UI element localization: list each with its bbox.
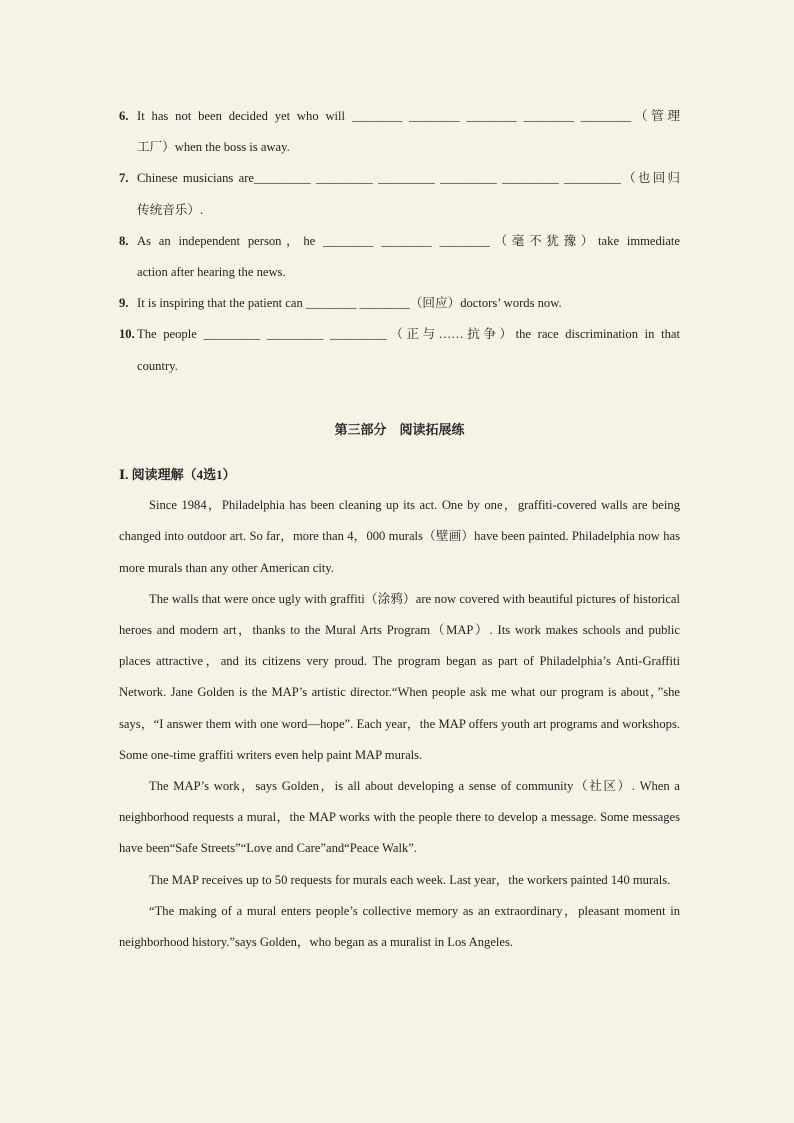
document-content [119, 101, 680, 958]
question-number: 9. [119, 296, 129, 311]
question-10 [119, 319, 680, 381]
paragraph: The walls that were once ugly with graffiti（涂鸦）are now covered with beautiful pictures of historical heroes and modern art，thanks to the Mural Arts Program（MAP）. Its work makes schools and public places attractive，and its citizens very proud. The program began as part of Philadelphia’s Anti-Graffiti Network. Jane Golden is the MAP’s artistic director.“When people ask me what our program is about，”she says，“I answer them with one word—hope”. Each year，the MAP offers youth art programs and workshops. Some one-time graffiti writers even help paint MAP murals. [119, 591, 680, 762]
question-number: 8. [119, 233, 129, 248]
section-label: Ⅰ. 阅读理解（4选1） [119, 467, 236, 483]
question-line: It is inspiring that the patient can ________ ________（回应）doctors’ words now. [137, 296, 562, 311]
question-number: 10. [119, 327, 135, 342]
question-8 [119, 226, 680, 288]
part-title: 第三部分 阅读拓展练 [334, 421, 465, 437]
question-line: 传统音乐）. [137, 202, 204, 217]
question-line: The people _________ _________ _________（正与……抗争）the race discrimination in that [137, 327, 680, 342]
paragraph: The MAP’s work，says Golden，is all about developing a sense of community（社区）. When a neighborhood requests a mural，the MAP works with the people there to develop a message. Some messages have been“Safe Streets”“Love and Care”and“Peace Walk”. [119, 779, 680, 856]
paragraph: “The making of a mural enters people’s collective memory as an extraordinary，pleasant moment in neighborhood history.”says Golden，who began as a muralist in Los Angeles. [119, 903, 680, 950]
question-line: country. [137, 358, 178, 373]
question-line: Chinese musicians are_________ _________ _________ _________ _________ _________（也回归 [137, 171, 680, 186]
question-line: As an independent person，he ________ ________ ________（毫不犹豫）take immediate [137, 233, 680, 248]
paragraph: Since 1984，Philadelphia has been cleaning up its act. One by one，graffiti-covered walls are being changed into outdoor art. So far，more than 4，000 murals（壁画）have been painted. Philadelphia now has more murals than any other American city. [119, 498, 680, 575]
question-7 [119, 163, 680, 225]
question-number: 7. [119, 171, 129, 186]
question-line: 工厂）when the boss is away. [137, 140, 290, 155]
paragraph: The MAP receives up to 50 requests for murals each week. Last year，the workers painted 140 murals. [149, 872, 671, 887]
question-line: It has not been decided yet who will ________ ________ ________ ________ ________（管理 [137, 109, 680, 123]
question-9 [119, 288, 680, 319]
question-line: action after hearing the news. [137, 265, 286, 280]
question-number: 6. [119, 109, 129, 123]
question-6 [119, 101, 680, 163]
